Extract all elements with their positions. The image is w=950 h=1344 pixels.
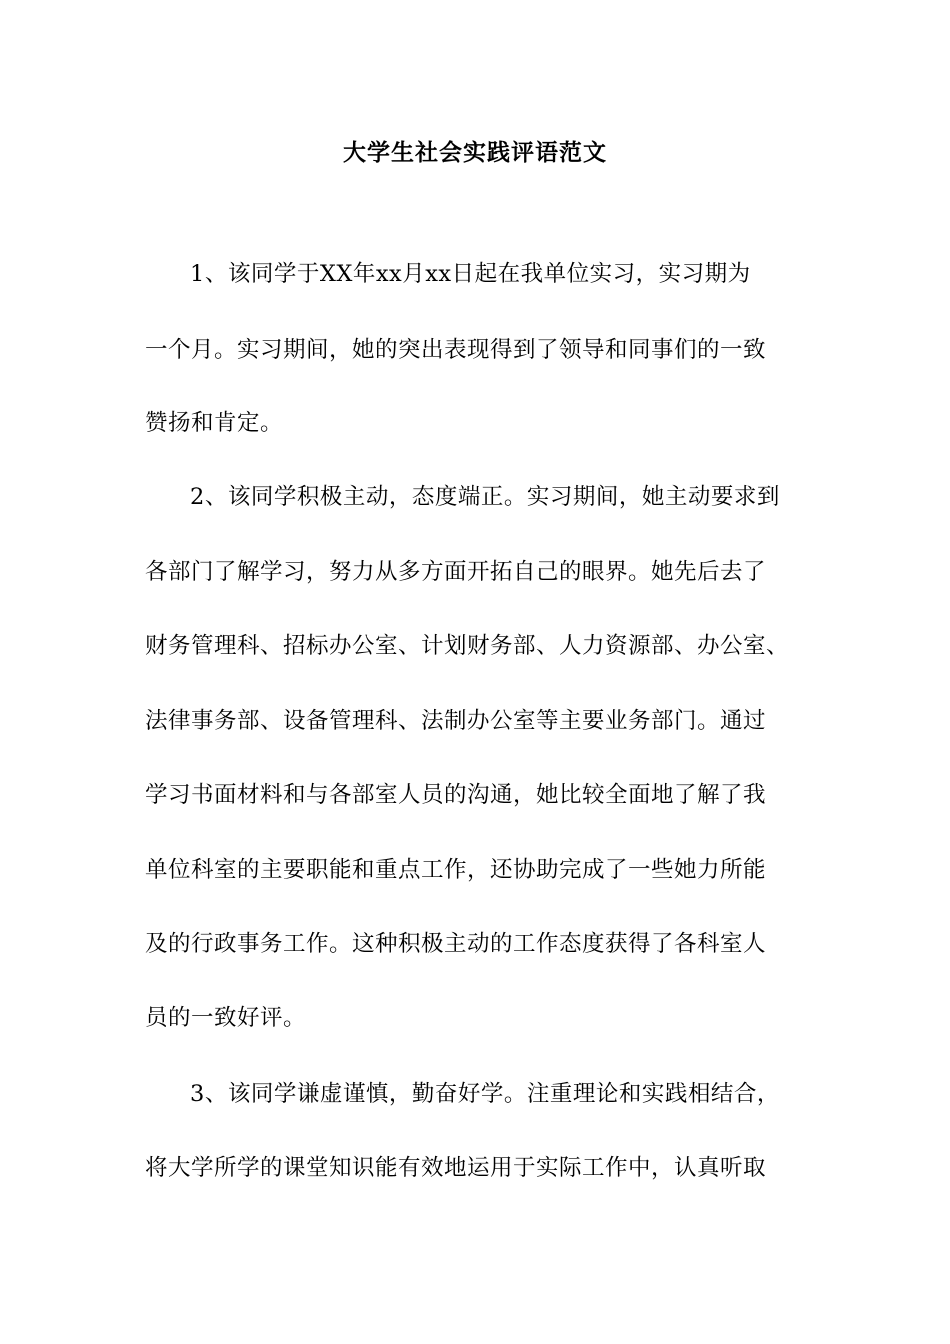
paragraph-2-line-7: 及的行政事务工作。这种积极主动的工作态度获得了各科室人 — [145, 931, 767, 957]
paragraph-2-line-6: 单位科室的主要职能和重点工作，还协助完成了一些她力所能 — [145, 857, 767, 883]
paragraph-2-line-1: 2、该同学积极主动，态度端正。实习期间，她主动要求到 — [190, 484, 780, 510]
paragraph-2-line-4: 法律事务部、设备管理科、法制办公室等主要业务部门。通过 — [145, 708, 767, 734]
paragraph-2-line-2: 各部门了解学习，努力从多方面开拓自己的眼界。她先后去了 — [145, 559, 767, 585]
document-title: 大学生社会实践评语范文 — [343, 140, 607, 166]
paragraph-1-line-2: 一个月。实习期间，她的突出表现得到了领导和同事们的一致 — [145, 337, 767, 363]
paragraph-1-line-1: 1、该同学于XX年xx月xx日起在我单位实习，实习期为 — [190, 261, 751, 287]
paragraph-3-line-2: 将大学所学的课堂知识能有效地运用于实际工作中，认真听取 — [145, 1155, 767, 1181]
paragraph-2-line-5: 学习书面材料和与各部室人员的沟通，她比较全面地了解了我 — [145, 782, 767, 808]
paragraph-2-line-8: 员的一致好评。 — [145, 1005, 307, 1031]
paragraph-2-line-3: 财务管理科、招标办公室、计划财务部、人力资源部、办公室、 — [145, 633, 790, 659]
paragraph-1-line-3: 赞扬和肯定。 — [145, 410, 284, 436]
paragraph-3-line-1: 3、该同学谦虚谨慎，勤奋好学。注重理论和实践相结合， — [190, 1081, 780, 1107]
